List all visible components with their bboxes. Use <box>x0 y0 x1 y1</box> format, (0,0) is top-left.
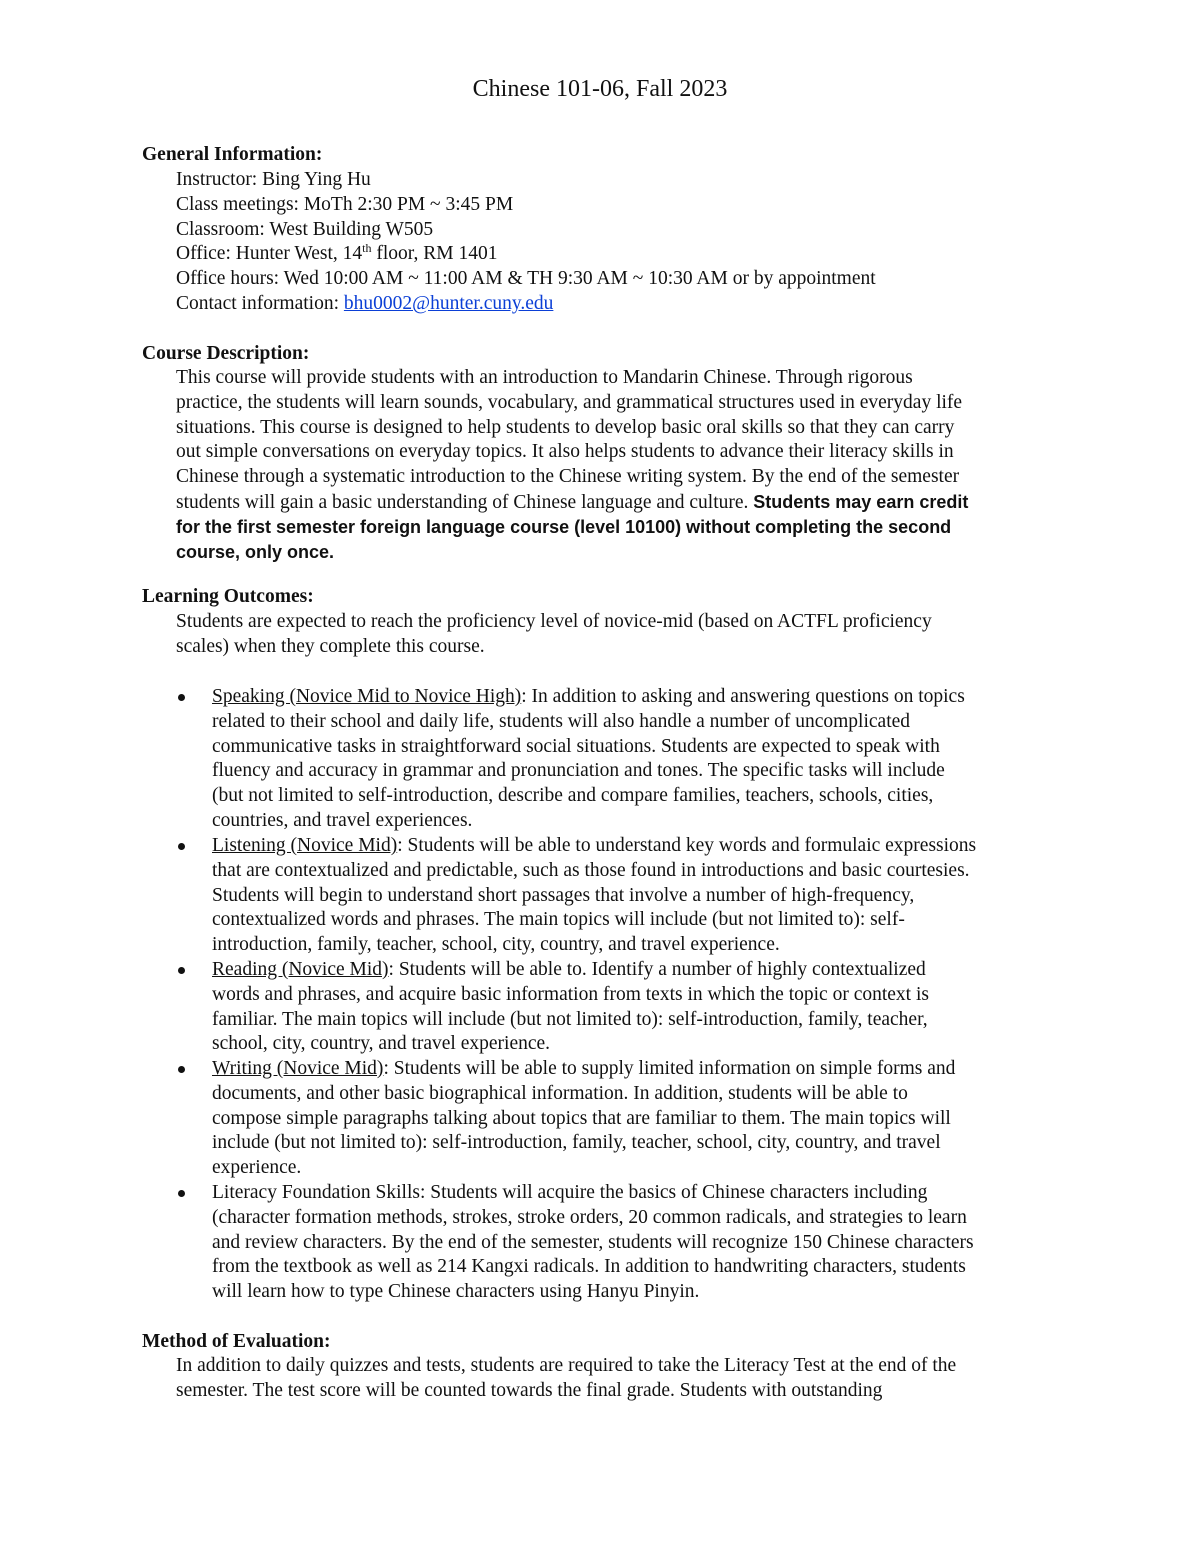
outcome-first-line <box>212 958 1072 983</box>
outcome-first-line <box>212 685 1072 710</box>
description-line-plain: students will gain a basic understanding of Chinese language and culture. <box>176 491 754 513</box>
description-line: This course will provide students with an introduction to Mandarin Chinese. Through rigorous <box>176 367 913 388</box>
office-floor-superscript: th <box>362 241 372 256</box>
credit-notice-line: course, only once. <box>176 541 335 562</box>
outcome-label: Speaking (Novice Mid to Novice High) <box>212 686 522 707</box>
outcome-line: will learn how to type Chinese characters using Hanyu Pinyin. <box>212 1281 700 1303</box>
method-of-evaluation-heading: Method of Evaluation: <box>142 1331 331 1352</box>
description-line: practice, the students will learn sounds, vocabulary, and grammatical structures used in everyday life <box>176 391 963 413</box>
outcome-line: familiar. The main topics will include (but not limited to): self-introduction, family, teacher, <box>212 1008 928 1030</box>
outcome-first-rest: : In addition to asking and answering questions on topics <box>521 686 965 707</box>
course-description-heading: Course Description: <box>142 343 310 364</box>
office-hours-line: Office hours: Wed 10:00 AM ~ 11:00 AM & TH 9:30 AM ~ 10:30 AM or by appointment <box>176 268 876 290</box>
outcome-text <box>212 834 1072 958</box>
bullet-icon <box>178 843 185 850</box>
evaluation-block <box>176 1354 1076 1404</box>
outcome-line: Students will begin to understand short passages that involve a number of high-frequency, <box>212 884 915 906</box>
outcome-line: countries, and travel experiences. <box>212 809 473 831</box>
contact-email-link[interactable]: bhu0002@hunter.cuny.edu <box>343 292 554 314</box>
outcome-text <box>212 685 1072 834</box>
office-suffix: floor, RM 1401 <box>371 243 498 265</box>
bullet-icon <box>178 1066 185 1073</box>
credit-notice-line: for the first semester foreign language course (level 10100) without completing the second <box>176 516 952 537</box>
course-description-block <box>176 366 1076 564</box>
outcome-line: documents, and other basic biographical information. In addition, students will be able to <box>212 1082 908 1104</box>
outcome-line: compose simple paragraphs talking about topics that are familiar to them. The main topics will <box>212 1107 951 1129</box>
outcome-line: (character formation methods, strokes, stroke orders, 20 common radicals, and strategies to learn <box>212 1206 967 1228</box>
outcome-line: introduction, family, teacher, school, city, country, and travel experience. <box>212 934 780 956</box>
outcome-first-line <box>212 834 1072 859</box>
outcome-first-rest: : Students will be able to supply limited information on simple forms and <box>383 1058 956 1079</box>
description-line: out simple conversations on everyday topics. It also helps students to advance their literacy skills in <box>176 441 954 463</box>
outcome-first-rest: : Students will be able to. Identify a number of highly contextualized <box>388 959 926 980</box>
learning-outcomes-intro <box>176 610 1076 660</box>
learning-outcomes-heading: Learning Outcomes: <box>142 586 314 607</box>
outcome-line: related to their school and daily life, students will also handle a number of uncomplicated <box>212 710 911 732</box>
outcome-line: and review characters. By the end of the semester, students will recognize 150 Chinese characters <box>212 1231 974 1253</box>
class-meetings-line: Class meetings: MoTh 2:30 PM ~ 3:45 PM <box>176 193 514 215</box>
outcome-line: school, city, country, and travel experience. <box>212 1033 551 1055</box>
outcome-first-rest: Literacy Foundation Skills: Students will acquire the basics of Chinese characters including <box>212 1182 928 1203</box>
outcome-first-rest: : Students will be able to understand key words and formulaic expressions <box>397 835 977 856</box>
general-information-block <box>176 168 1076 317</box>
outcome-label: Reading (Novice Mid) <box>212 959 389 980</box>
bullet-icon <box>178 967 185 974</box>
outcome-line: include (but not limited to): self-introduction, family, teacher, school, city, country, and travel <box>212 1132 941 1154</box>
description-line: situations. This course is designed to help students to develop basic oral skills so that they can carry <box>176 416 955 438</box>
outcome-label: Listening (Novice Mid) <box>212 835 398 856</box>
outcome-label: Writing (Novice Mid) <box>212 1058 384 1079</box>
evaluation-line: semester. The test score will be counted towards the final grade. Students with outstanding <box>176 1379 883 1401</box>
evaluation-line: In addition to daily quizzes and tests, students are required to take the Literacy Test at the end of the <box>176 1355 957 1376</box>
outcome-line: words and phrases, and acquire basic information from texts in which the topic or context is <box>212 983 929 1005</box>
document-title: Chinese 101-06, Fall 2023 <box>472 76 728 102</box>
outcome-line: from the textbook as well as 214 Kangxi radicals. In addition to handwriting characters, students <box>212 1256 966 1278</box>
outcome-line: communicative tasks in straightforward social situations. Students are expected to speak with <box>212 735 940 757</box>
outcome-first-line <box>212 1057 1072 1082</box>
instructor-line: Instructor: Bing Ying Hu <box>176 169 371 190</box>
outcome-line: contextualized words and phrases. The main topics will include (but not limited to): self- <box>212 909 905 931</box>
outcome-text <box>212 958 1072 1057</box>
outcome-first-line <box>212 1181 1072 1206</box>
outcome-text <box>212 1057 1072 1181</box>
description-line <box>176 490 1076 515</box>
office-prefix: Office: Hunter West, 14 <box>176 243 363 265</box>
description-line: Chinese through a systematic introduction to the Chinese writing system. By the end of the semester <box>176 466 960 488</box>
outcome-line: fluency and accuracy in grammar and pronunciation and tones. The specific tasks will include <box>212 760 945 782</box>
outcome-text <box>212 1181 1072 1305</box>
office-line <box>176 242 1076 267</box>
bullet-icon <box>178 1190 185 1197</box>
credit-notice-bold: Students may earn credit <box>753 491 969 512</box>
outcome-line: (but not limited to self-introduction, describe and compare families, teachers, schools, cities, <box>212 785 934 807</box>
outcomes-intro-line: Students are expected to reach the proficiency level of novice-mid (based on ACTFL proficiency <box>176 611 932 632</box>
general-information-heading: General Information: <box>142 144 323 165</box>
contact-label: Contact information: <box>176 292 344 314</box>
classroom-line: Classroom: West Building W505 <box>176 218 434 240</box>
contact-line <box>176 292 1076 317</box>
bullet-icon <box>178 694 185 701</box>
outcomes-intro-line: scales) when they complete this course. <box>176 635 485 657</box>
outcome-line: that are contextualized and predictable, such as those found in introductions and basic courtesies. <box>212 859 970 881</box>
outcome-line: experience. <box>212 1157 302 1179</box>
